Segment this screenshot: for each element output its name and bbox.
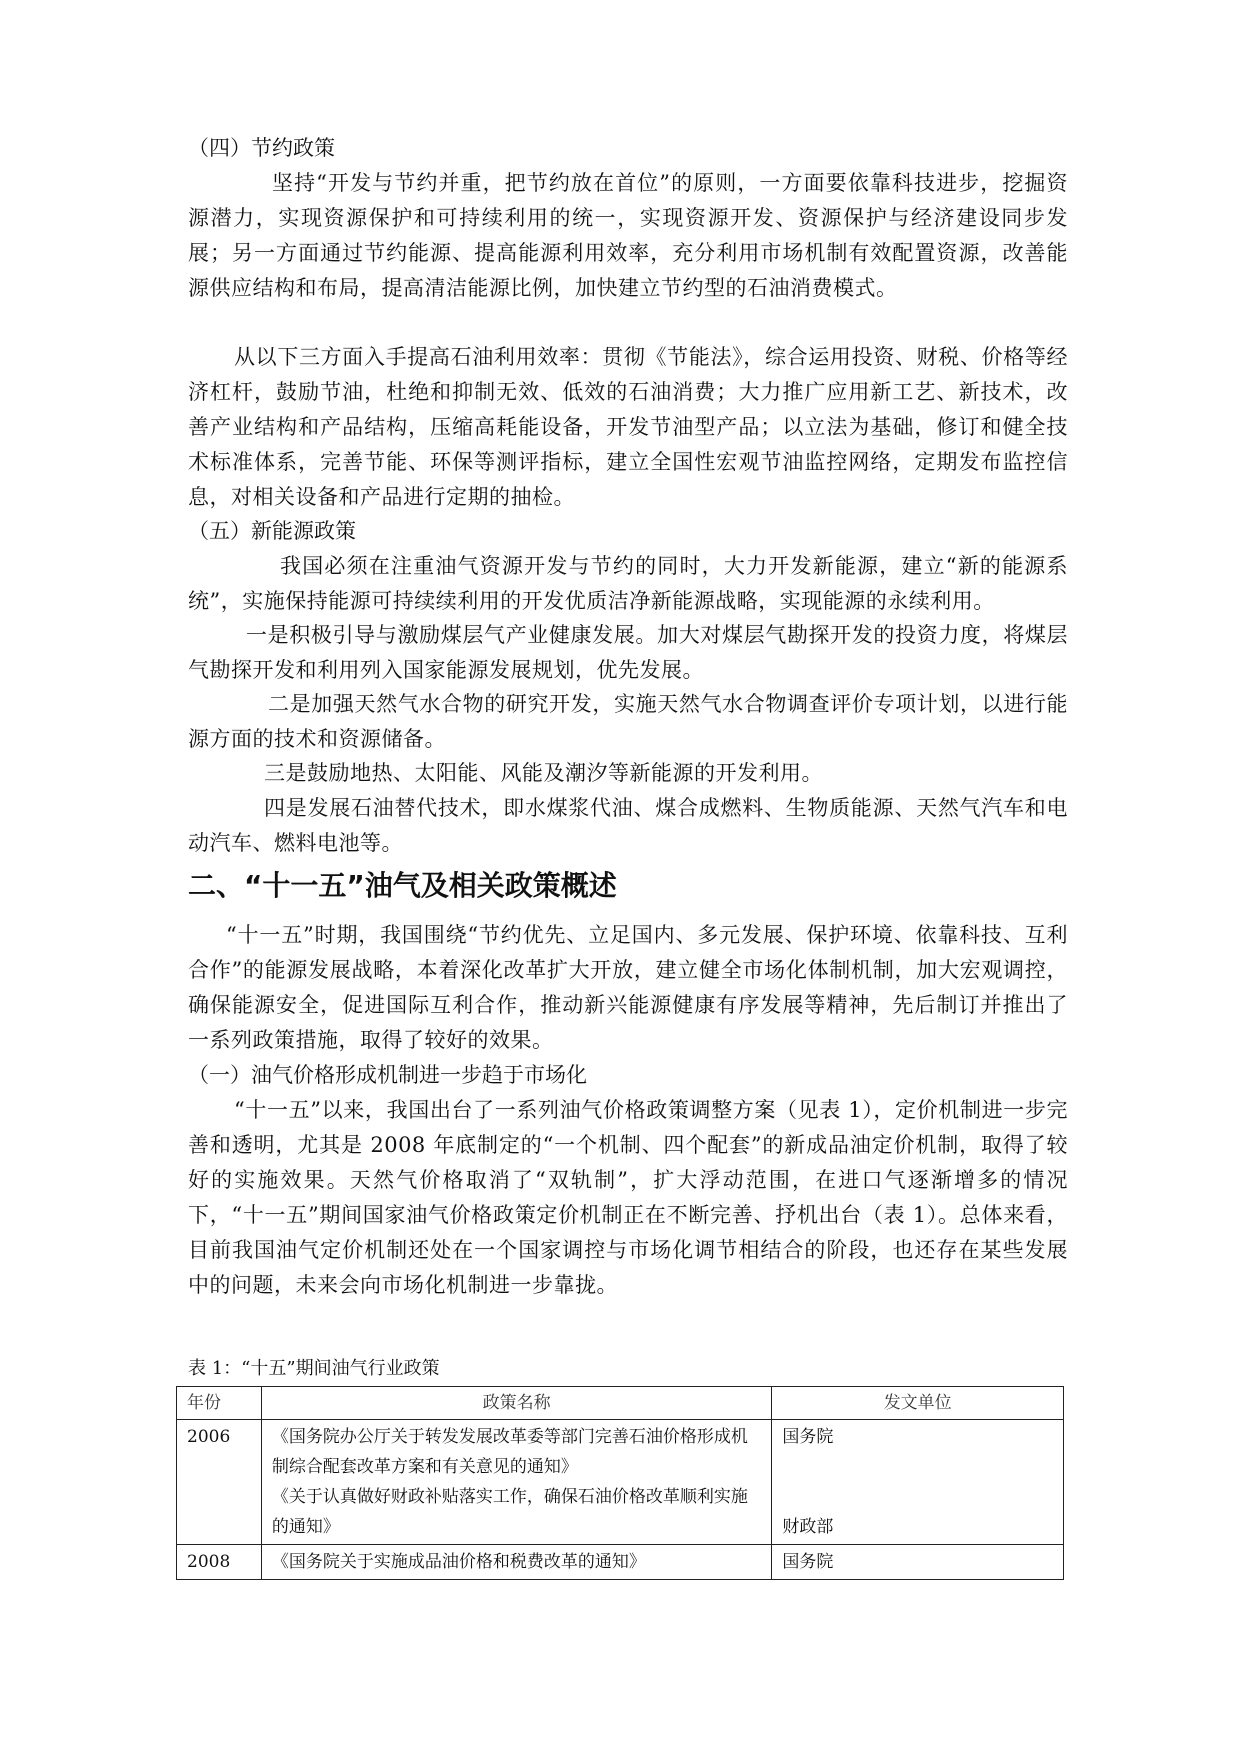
section-4-heading: （四）节约政策 <box>188 136 335 160</box>
cell-year: 2006 <box>177 1420 262 1545</box>
section-5-paragraph-2: 一是积极引导与激励煤层气产业健康发展。加大对煤层气勘探开发的投资力度，将煤层气勘探开发和利用列入国家能源发展规划，优先发展。 <box>188 623 1068 682</box>
issuing-unit: 国务院 <box>782 1552 834 1572</box>
header-year: 年份 <box>177 1387 262 1420</box>
section-5-paragraph-1: 我国必须在注重油气资源开发与节约的同时，大力开发新能源，建立“新的能源系统”，实施保持能源可持续续利用的开发优质洁净新能源战略，实现能源的永续利用。 <box>188 554 1068 613</box>
table-1-caption: 表 1：“十五”期间油气行业政策 <box>188 1358 440 1379</box>
cell-issuing-unit <box>772 1545 1064 1580</box>
cell-issuing-unit <box>772 1420 1064 1545</box>
policy-table <box>176 1386 1064 1580</box>
part-2-title: 二、“十一五”油气及相关政策概述 <box>188 869 617 902</box>
section-5-paragraph-5: 四是发展石油替代技术，即水煤浆代油、煤合成燃料、生物质能源、天然气汽车和电动汽车、燃料电池等。 <box>188 796 1068 855</box>
policy-title: 《关于认真做好财政补贴落实工作，确保石油价格改革顺利实施的通知》 <box>271 1487 748 1537</box>
header-issuing-unit: 发文单位 <box>772 1387 1064 1420</box>
section-5-paragraph-4: 三是鼓励地热、太阳能、风能及潮汐等新能源的开发利用。 <box>264 761 823 785</box>
section-5-heading: （五）新能源政策 <box>188 519 356 543</box>
table-header-row <box>177 1387 1064 1420</box>
subsection-1-paragraph: “十一五”以来，我国出台了一系列油气价格政策调整方案（见表 1），定价机制进一步完善和透明，尤其是 2008 年底制定的“一个机制、四个配套”的新成品油定价机制，取得了较好的实施效果。天然气价格取消了“双轨制”，扩大浮动范围，在进口气逐渐增多的情况下，“十一五”期间国家油气价格政策定价机制正在不断完善、抒机出台（表 1）。总体来看，目前我国油气定价机制还处在一个国家调控与市场化调节相结合的阶段，也还存在某些发展中的问题，未来会向市场化机制进一步靠拢。 <box>188 1098 1068 1297</box>
section-5-paragraph-3: 二是加强天然气水合物的研究开发，实施天然气水合物调查评价专项计划，以进行能源方面的技术和资源储备。 <box>188 692 1068 751</box>
table-row <box>177 1545 1064 1580</box>
subsection-1-heading: （一）油气价格形成机制进一步趋于市场化 <box>188 1063 587 1087</box>
issuing-unit: 财政部 <box>782 1517 834 1537</box>
header-policy-name: 政策名称 <box>261 1387 772 1420</box>
policy-title: 《国务院办公厅关于转发发展改革委等部门完善石油价格形成机制综合配套改革方案和有关意见的通知》 <box>271 1427 748 1477</box>
section-4-paragraph-1: 坚持“开发与节约并重，把节约放在首位”的原则，一方面要依靠科技进步，挖掘资源潜力，实现资源保护和可持续利用的统一，实现资源开发、资源保护与经济建设同步发展；另一方面通过节约能源、提高能源利用效率，充分利用市场机制有效配置资源，改善能源供应结构和布局，提高清洁能源比例，加快建立节约型的石油消费模式。 <box>188 171 1068 300</box>
cell-policy-name <box>261 1545 772 1580</box>
policy-title: 《国务院关于实施成品油价格和税费改革的通知》 <box>271 1552 646 1572</box>
part-2-intro: “十一五”时期，我国围绕“节约优先、立足国内、多元发展、保护环境、依靠科技、互利合作”的能源发展战略，本着深化改革扩大开放，建立健全市场化体制机制，加大宏观调控，确保能源安全，促进国际互利合作，推动新兴能源健康有序发展等精神，先后制订并推出了一系列政策措施，取得了较好的效果。 <box>188 923 1068 1052</box>
table-row <box>177 1420 1064 1545</box>
cell-policy-name <box>261 1420 772 1545</box>
section-4-paragraph-2: 从以下三方面入手提高石油利用效率：贯彻《节能法》，综合运用投资、财税、价格等经济杠杆，鼓励节油，杜绝和抑制无效、低效的石油消费；大力推广应用新工艺、新技术，改善产业结构和产品结构，压缩高耗能设备，开发节油型产品；以立法为基础，修订和健全技术标准体系，完善节能、环保等测评指标，建立全国性宏观节油监控网络，定期发布监控信息，对相关设备和产品进行定期的抽检。 <box>188 345 1068 509</box>
issuing-unit: 国务院 <box>782 1427 834 1447</box>
cell-year: 2008 <box>177 1545 262 1580</box>
